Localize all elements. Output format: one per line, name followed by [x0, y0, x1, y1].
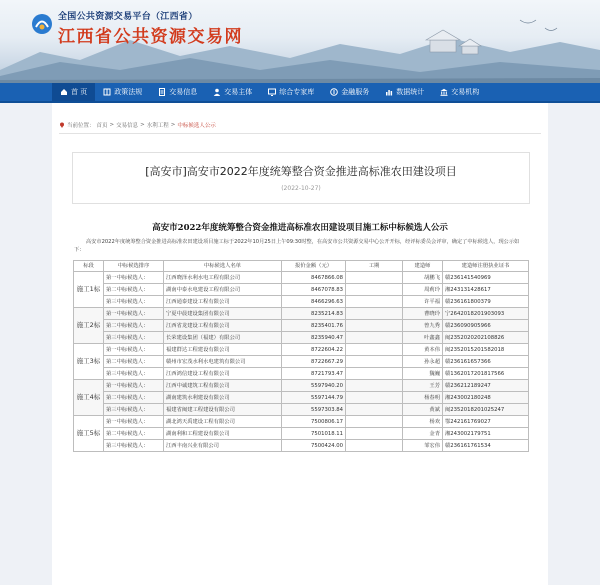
- rank-cell: 第三中标候选人：: [104, 404, 164, 416]
- nav-label: 数据统计: [396, 88, 425, 96]
- article-title: [高安市]高安市2022年度统筹整合资金推进高标准农田建设项目: [145, 165, 457, 178]
- table-row: [74, 440, 529, 452]
- company-cell: 赣州市宏茂水利水电建筑有限公司: [164, 356, 282, 368]
- period-cell: [346, 332, 403, 344]
- builder-cell: 周莉玲: [403, 284, 443, 296]
- table-row: [74, 404, 529, 416]
- nav-statistics[interactable]: [377, 83, 432, 101]
- company-cell: 湖南中泰水电建设工程有限公司: [164, 284, 282, 296]
- cert-cell: 湘243002179751: [443, 428, 529, 440]
- table-row: [74, 332, 529, 344]
- nav-label: 交易信息: [169, 88, 198, 96]
- price-cell: 5597940.20: [282, 380, 346, 392]
- price-cell: 8467078.83: [282, 284, 346, 296]
- company-cell: 福建群达工程建设有限公司: [164, 344, 282, 356]
- announcement-title: 高安市2022年度统筹整合资金推进高标准农田建设项目施工标中标候选人公示: [152, 223, 448, 233]
- nav-label: 金融服务: [341, 88, 370, 96]
- rank-cell: 第一中标候选人：: [104, 344, 164, 356]
- section-cell: 施工1标: [74, 272, 104, 308]
- table-row: [74, 320, 529, 332]
- builder-cell: 胡鹏飞: [403, 272, 443, 284]
- nav-experts[interactable]: [260, 83, 322, 101]
- price-cell: 5597303.84: [282, 404, 346, 416]
- header-cell: 工期: [346, 261, 403, 272]
- company-cell: 江西鸿信建设工程有限公司: [164, 368, 282, 380]
- nav-label: 交易机构: [451, 88, 480, 96]
- breadcrumb: [59, 121, 216, 129]
- company-cell: 江西晓泽水利水电工程有限公司: [164, 272, 282, 284]
- section-cell: 施工2标: [74, 308, 104, 344]
- price-cell: 7500806.17: [282, 416, 346, 428]
- location-pin-icon: [59, 122, 65, 128]
- price-cell: 8235214.83: [282, 308, 346, 320]
- period-cell: [346, 320, 403, 332]
- cert-cell: 赣236161800379: [443, 296, 529, 308]
- price-cell: 8722604.22: [282, 344, 346, 356]
- nav-home[interactable]: [52, 83, 95, 101]
- period-cell: [346, 308, 403, 320]
- cert-cell: 闽2352018201025247: [443, 404, 529, 416]
- cert-cell: 闽2352015201582018: [443, 344, 529, 356]
- main-nav: [0, 83, 600, 103]
- builder-cell: 魏巍: [403, 368, 443, 380]
- company-cell: 湖南利和工程建设有限公司: [164, 428, 282, 440]
- builder-cell: 曾九秀: [403, 320, 443, 332]
- cert-cell: 赣236212189247: [443, 380, 529, 392]
- table-row: [74, 284, 529, 296]
- site-logo-icon: [31, 13, 53, 35]
- company-cell: 长荣建设集团（福建）有限公司: [164, 332, 282, 344]
- builder-cell: 黄本伟: [403, 344, 443, 356]
- nav-label: 政策法规: [114, 88, 143, 96]
- site-banner: [0, 0, 600, 83]
- period-cell: [346, 404, 403, 416]
- cert-cell: 赣236090905966: [443, 320, 529, 332]
- breadcrumb-home[interactable]: 首页: [96, 123, 108, 129]
- nav-finance[interactable]: [322, 83, 377, 101]
- company-cell: 宁夏中晨建设集团有限公司: [164, 308, 282, 320]
- article-date: (2022-10-27): [281, 185, 321, 192]
- rank-cell: 第三中标候选人：: [104, 296, 164, 308]
- company-cell: 江西省龙建设工程有限公司: [164, 320, 282, 332]
- cert-cell: 赣236161761534: [443, 440, 529, 452]
- cert-cell: 赣236141540969: [443, 272, 529, 284]
- price-cell: 7501018.11: [282, 428, 346, 440]
- period-cell: [346, 416, 403, 428]
- breadcrumb-current: 中标候选人公示: [177, 123, 216, 129]
- period-cell: [346, 368, 403, 380]
- chart-icon: [385, 88, 393, 96]
- price-cell: 8235401.76: [282, 320, 346, 332]
- cert-cell: 鄂242161769027: [443, 416, 529, 428]
- rank-cell: 第二中标候选人：: [104, 428, 164, 440]
- document-icon: [158, 88, 166, 96]
- rank-cell: 第二中标候选人：: [104, 320, 164, 332]
- announcement-intro: 高安市2022年度统筹整合资金推进高标准农田建设项目施工标于2022年10月25日上午09:30时整，在高安市公共资源交易中心公开开标，经评标委员会评审，确定了中标候选人，现公示如下：: [74, 239, 520, 253]
- section-cell: 施工4标: [74, 380, 104, 416]
- table-row: [74, 428, 529, 440]
- rank-cell: 第三中标候选人：: [104, 368, 164, 380]
- builder-cell: 曹晓玲: [403, 308, 443, 320]
- builder-cell: 邹宏伟: [403, 440, 443, 452]
- nav-policy[interactable]: [95, 83, 150, 101]
- header-cell: 中标候选人名单: [164, 261, 282, 272]
- price-cell: 5597144.79: [282, 392, 346, 404]
- breadcrumb-separator: >: [140, 122, 145, 128]
- header-cell: 标段: [74, 261, 104, 272]
- price-cell: 8235940.47: [282, 332, 346, 344]
- builder-cell: 黄斌: [403, 404, 443, 416]
- rank-cell: 第二中标候选人：: [104, 284, 164, 296]
- breadcrumb-water-engineering[interactable]: 水利工程: [146, 123, 169, 129]
- section-cell: 施工5标: [74, 416, 104, 452]
- company-cell: 湖南建筑水利建设有限公司: [164, 392, 282, 404]
- period-cell: [346, 440, 403, 452]
- builder-cell: 许平福: [403, 296, 443, 308]
- header-cell: 报价金额（元）: [282, 261, 346, 272]
- cert-cell: 赣236161657366: [443, 356, 529, 368]
- company-cell: 福建省闽建工程建设有限公司: [164, 404, 282, 416]
- price-cell: 8466296.63: [282, 296, 346, 308]
- rank-cell: 第三中标候选人：: [104, 440, 164, 452]
- person-icon: [213, 88, 221, 96]
- company-cell: 江西通泰建设工程有限公司: [164, 296, 282, 308]
- period-cell: [346, 356, 403, 368]
- nav-label: 交易主体: [224, 88, 253, 96]
- platform-caption: 全国公共资源交易平台（江西省）: [58, 12, 198, 22]
- period-cell: [346, 344, 403, 356]
- rank-cell: 第三中标候选人：: [104, 332, 164, 344]
- nav-institutions[interactable]: [432, 83, 487, 101]
- section-cell: 施工3标: [74, 344, 104, 380]
- nav-label: 首 页: [71, 88, 88, 96]
- period-cell: [346, 272, 403, 284]
- header-cell: 建造师: [403, 261, 443, 272]
- cert-cell: 湘243002180248: [443, 392, 529, 404]
- builder-cell: 杨春明: [403, 392, 443, 404]
- table-header-row: [74, 261, 529, 272]
- period-cell: [346, 428, 403, 440]
- table-row: [74, 308, 529, 320]
- book-icon: [103, 88, 111, 96]
- price-cell: 7500424.00: [282, 440, 346, 452]
- builder-cell: 金青: [403, 428, 443, 440]
- period-cell: [346, 380, 403, 392]
- breadcrumb-separator: >: [109, 122, 115, 128]
- price-cell: 8722667.29: [282, 356, 346, 368]
- breadcrumb-trade-info[interactable]: 交易信息: [116, 123, 139, 129]
- builder-cell: 孙永超: [403, 356, 443, 368]
- company-cell: 江西丰南兴业有限公司: [164, 440, 282, 452]
- period-cell: [346, 296, 403, 308]
- price-cell: 8721793.47: [282, 368, 346, 380]
- header-cell: 建造师注册执业证书: [443, 261, 529, 272]
- cert-cell: 宁2642018201903093: [443, 308, 529, 320]
- rank-cell: 第一中标候选人：: [104, 272, 164, 284]
- breadcrumb-separator: >: [170, 122, 176, 128]
- nav-trade-subject[interactable]: [205, 83, 260, 101]
- building-icon: [440, 88, 448, 96]
- nav-label: 综合专家库: [279, 88, 315, 96]
- rank-cell: 第一中标候选人：: [104, 416, 164, 428]
- divider: [59, 133, 541, 134]
- table-row: [74, 296, 529, 308]
- company-cell: 湖北鸿天禹建设工程有限公司: [164, 416, 282, 428]
- cert-cell: 闽2352020202108826: [443, 332, 529, 344]
- builder-cell: 叶鑫鑫: [403, 332, 443, 344]
- table-row: [74, 416, 529, 428]
- coin-icon: [330, 88, 338, 96]
- site-title[interactable]: 江西省公共资源交易网: [58, 27, 243, 47]
- rank-cell: 第二中标候选人：: [104, 356, 164, 368]
- home-icon: [60, 88, 68, 96]
- header-cell: 中标候选排序: [104, 261, 164, 272]
- rank-cell: 第二中标候选人：: [104, 392, 164, 404]
- price-cell: 8467866.08: [282, 272, 346, 284]
- candidate-table: [73, 260, 529, 452]
- builder-cell: 王芳: [403, 380, 443, 392]
- period-cell: [346, 392, 403, 404]
- rank-cell: 第一中标候选人：: [104, 380, 164, 392]
- nav-trade-info[interactable]: [150, 83, 205, 101]
- rank-cell: 第一中标候选人：: [104, 308, 164, 320]
- table-row: [74, 368, 529, 380]
- table-row: [74, 272, 529, 284]
- breadcrumb-prefix: 当前位置：: [67, 123, 95, 129]
- article-header: [72, 152, 530, 204]
- monitor-icon: [268, 88, 276, 96]
- table-row: [74, 380, 529, 392]
- table-row: [74, 392, 529, 404]
- period-cell: [346, 284, 403, 296]
- table-row: [74, 356, 529, 368]
- table-row: [74, 344, 529, 356]
- cert-cell: 赣1362017201817566: [443, 368, 529, 380]
- builder-cell: 杨欢: [403, 416, 443, 428]
- cert-cell: 湘243131428617: [443, 284, 529, 296]
- content-panel: [52, 103, 548, 585]
- company-cell: 江西中诚建筑工程有限公司: [164, 380, 282, 392]
